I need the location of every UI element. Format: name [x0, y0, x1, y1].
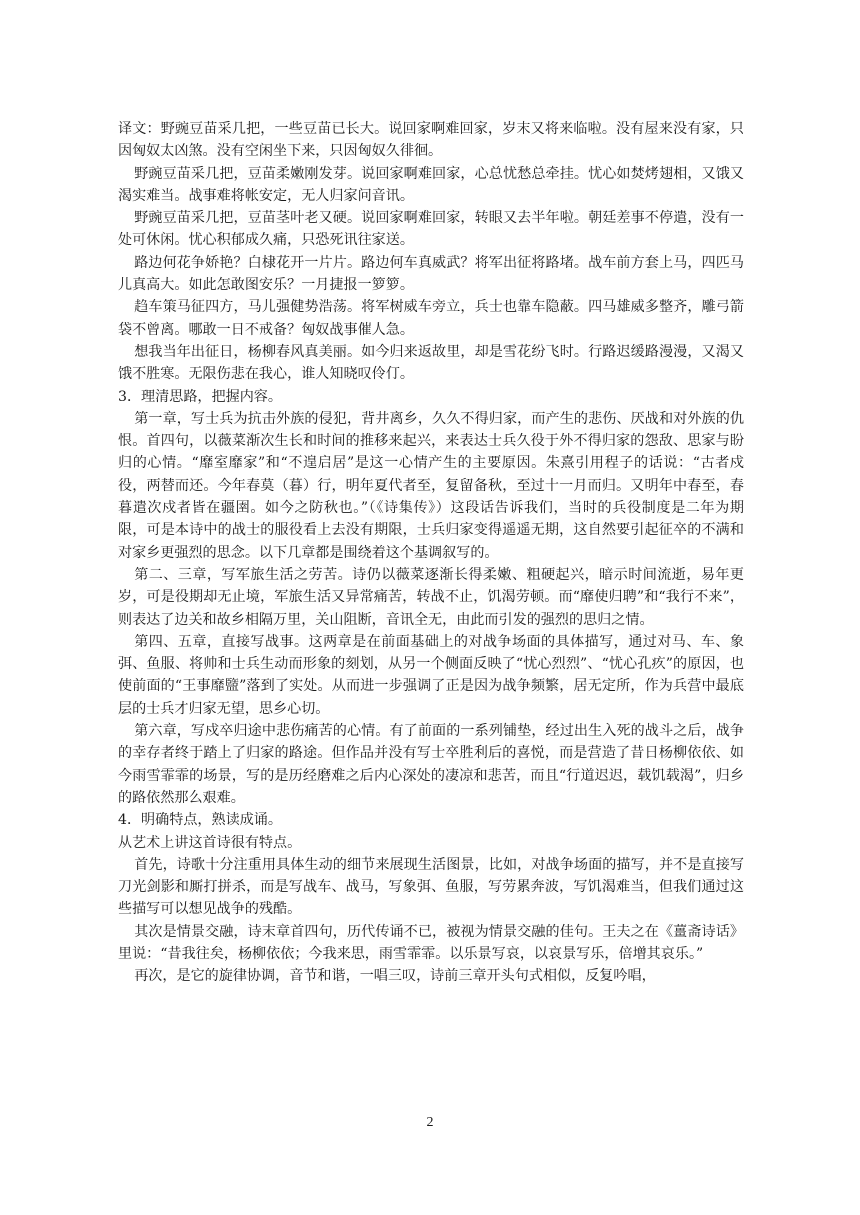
- paragraph-art-first: 首先，诗歌十分注重用具体生动的细节来展现生活图景，比如，对战争场面的描写，并不是直接写刀光剑影和厮打拼杀，而是写战车、战马，写象弭、鱼服，写劳累奔波，写饥渴难当，但我们通过这些描写可以想见战争的残酷。: [118, 856, 744, 918]
- paragraph-art-third: 再次，是它的旋律协调，音节和谐，一唱三叹，诗前三章开头句式相似，反复吟唱，: [134, 968, 656, 985]
- paragraph-translation-4: 路边何花争娇艳？白棣花开一片片。路边何车真威武？将军出征将路堵。战车前方套上马，四匹马儿真高大。如此怎敢图安乐？一月捷报一箩箩。: [118, 254, 744, 294]
- paragraph-translation-6: 想我当年出征日，杨柳春风真美丽。如今归来返故里，却是雪花纷飞时。行路迟缓路漫漫，又渴又饿不胜寒。无限伤悲在我心，谁人知晓叹伶仃。: [118, 343, 744, 383]
- page-number: 2: [426, 1115, 434, 1130]
- document-body: [118, 118, 744, 988]
- paragraph-translation-3: 野豌豆苗采几把，豆苗茎叶老又硬。说回家啊难回家，转眼又去半年啦。朝廷差事不停遣，没有一处可休闲。忧心积郁成久痛，只恐死讯往家送。: [118, 210, 744, 249]
- paragraph-art-second: 其次是情景交融，诗末章首四句，历代传诵不已，被视为情景交融的佳句。王夫之在《薑斋诗话》里说：“昔我往矣，杨柳依依；今我来思，雨雪霏霏。以乐景写哀，以哀景写乐，倍增其哀乐。”: [118, 923, 744, 962]
- section-heading-3: 3．理清思路，把握内容。: [118, 388, 282, 405]
- paragraph-translation-5: 趋车策马征四方，马儿强健势浩荡。将军树威车旁立，兵士也靠车隐蔽。四马雄威多整齐，雕弓箭袋不曾离。哪敢一日不戒备？匈奴战事催人急。: [118, 299, 744, 338]
- paragraph-art-intro: 从艺术上讲这首诗很有特点。: [118, 834, 302, 851]
- section-heading-4: 4．明确特点，熟读成诵。: [118, 812, 282, 829]
- paragraph-translation-1: 译文：野豌豆苗采几把，一些豆苗已长大。说回家啊难回家，岁末又将来临啦。没有屋来没有家，只因匈奴太凶煞。没有空闲坐下来，只因匈奴久徘徊。: [118, 121, 744, 160]
- paragraph-chapter-1: 第一章，写士兵为抗击外族的侵犯，背井离乡，久久不得归家，而产生的悲伤、厌战和对外族的仇恨。首四句，以薇菜渐次生长和时间的推移来起兴，来表达士兵久役于外不得归家的怨敌、思家与盼归的心情。“靡室靡家”和“不遑启居”是这一心情产生的主要原因。朱熹引用程子的话说：“古者戍役，两替而还。今年春莫（暮）行，明年夏代者至，复留备秋，至过十一月而归。又明年中春至，春暮遣次戍者皆在疆圉。如今之防秋也。”（《诗集传》）这段话告诉我们，当时的兵役制度是二年为期限，可是本诗中的战士的服役看上去没有期限，士兵归家变得遥遥无期，这自然要引起征卒的不满和对家乡更强烈的思念。以下几章都是围绕着这个基调叙写的。: [118, 410, 744, 561]
- paragraph-chapter-2-3: 第二、三章，写军旅生活之劳苦。诗仍以薇菜逐渐长得柔嫩、粗硬起兴，暗示时间流逝，易年更岁，可是役期却无止境，军旅生活又异常痛苦，转战不止，饥渴劳顿。而“靡使归聘”和“我行不来”，则表达了边关和故乡相隔万里，关山阻断，音讯全无，由此而引发的强烈的思归之情。: [118, 566, 744, 628]
- paragraph-chapter-4-5: 第四、五章，直接写战事。这两章是在前面基础上的对战争场面的具体描写，通过对马、车、象弭、鱼服、将帅和士兵生动而形象的刻划，从另一个侧面反映了“忧心烈烈”、“忧心孔疚”的原因，也使前面的“王事靡盬”落到了实处。从而进一步强调了正是因为战争频繁，居无定所，作为兵营中最底层的士兵才归家无望，思乡心切。: [118, 633, 744, 717]
- paragraph-chapter-6: 第六章，写戍卒归途中悲伤痛苦的心情。有了前面的一系列铺垫，经过出生入死的战斗之后，战争的幸存者终于踏上了归家的路途。但作品并没有写士卒胜利后的喜悦，而是营造了昔日杨柳依依、如今雨雪霏霏的场景，写的是历经磨难之后内心深处的凄凉和悲苦，而且“行道迟迟，载饥载渴”，归乡的路依然那么艰难。: [118, 723, 744, 806]
- paragraph-translation-2: 野豌豆苗采几把，豆苗柔嫩刚发芽。说回家啊难回家，心总忧愁总牵挂。忧心如焚烤翅相，又饿又渴实难当。战事难将帐安定，无人归家问音讯。: [118, 165, 744, 204]
